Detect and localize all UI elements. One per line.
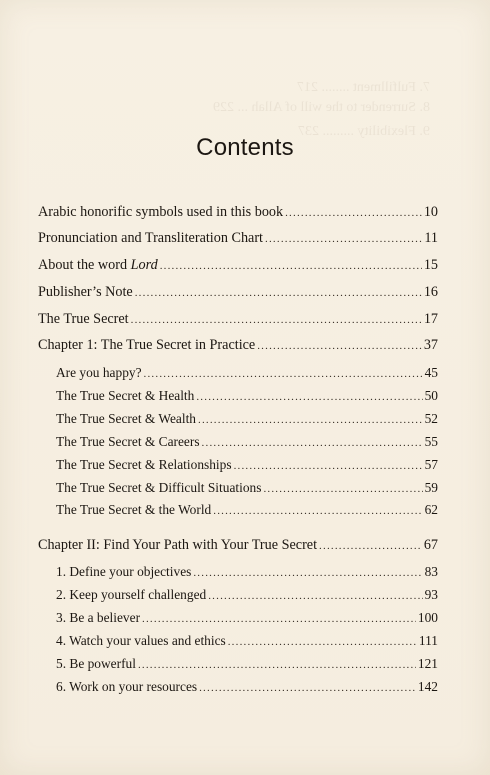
toc-entry-label-italic: Lord: [130, 257, 158, 273]
leader-dots: [131, 312, 422, 328]
toc-entry-page: 37: [423, 337, 438, 353]
leader-dots: [198, 412, 423, 428]
toc-subentry[interactable]: [56, 587, 438, 604]
bleed-through-text: 7. Fulfillment ........ 217: [297, 80, 430, 95]
toc-entry-label: Publisher’s Note: [38, 284, 133, 300]
toc-entry-label-text: About the word: [38, 257, 131, 273]
toc-subentry[interactable]: [56, 502, 438, 519]
leader-dots: [138, 657, 416, 673]
toc-entry-page: 15: [423, 257, 438, 273]
toc-entry[interactable]: [38, 257, 438, 274]
toc-entry-label: Are you happy?: [56, 365, 142, 380]
bleed-through-text: 8. Surrender to the will of Allah ... 229: [213, 100, 430, 115]
toc-entry-label: The True Secret & the World: [56, 502, 212, 517]
toc-entry-label: The True Secret: [38, 311, 129, 327]
toc-entry-page: 59: [424, 480, 438, 495]
leader-dots: [228, 634, 417, 650]
leader-dots: [319, 538, 422, 554]
leader-dots: [135, 285, 422, 301]
toc-entry-label: 3. Be a believer: [56, 610, 141, 625]
toc-subentry[interactable]: [56, 411, 438, 428]
toc-entry-page: 67: [423, 537, 438, 553]
toc-entry-label: Chapter II: Find Your Path with Your True Secret: [38, 537, 318, 553]
page-title: Contents: [196, 134, 294, 161]
toc-chapter[interactable]: [38, 337, 438, 354]
toc-entry-label: 5. Be powerful: [56, 656, 136, 671]
toc-entry-label: The True Secret & Difficult Situations: [56, 480, 262, 495]
toc-entry-page: 52: [424, 411, 438, 426]
toc-entry-page: 62: [424, 502, 438, 517]
toc-subentry[interactable]: [56, 679, 438, 696]
leader-dots: [160, 258, 422, 274]
bleed-through-text: 9. Flexibility ......... 237: [298, 124, 430, 139]
leader-dots: [263, 481, 422, 497]
toc-entry-label: 2. Keep yourself challenged: [56, 587, 207, 602]
toc-entry-page: 100: [417, 610, 438, 625]
toc-entry-page: 10: [423, 204, 438, 220]
toc-entry-label: Pronunciation and Transliteration Chart: [38, 230, 264, 246]
toc-entry-label: The True Secret & Careers: [56, 434, 200, 449]
toc-entry-page: 142: [417, 679, 438, 694]
leader-dots: [208, 588, 422, 604]
toc-subentry[interactable]: [56, 564, 438, 581]
leader-dots: [234, 458, 423, 474]
toc-chapter[interactable]: [38, 537, 438, 554]
toc-entry-label: 4. Watch your values and ethics: [56, 633, 226, 648]
leader-dots: [142, 611, 416, 627]
leader-dots: [257, 338, 422, 354]
toc-entry-label: 1. Define your objectives: [56, 564, 192, 579]
toc-entry-label: Arabic honorific symbols used in this book: [38, 204, 284, 220]
toc-entry-label: 6. Work on your resources: [56, 679, 198, 694]
toc-subentry[interactable]: [56, 656, 438, 673]
toc-entry-page: 57: [424, 457, 438, 472]
leader-dots: [285, 205, 422, 221]
toc-entry-page: 17: [423, 311, 438, 327]
toc-entry[interactable]: [38, 284, 438, 301]
toc-entry-page: 45: [424, 365, 438, 380]
leader-dots: [196, 389, 422, 405]
toc-entry-page: 55: [424, 434, 438, 449]
toc-entry-page: 83: [424, 564, 438, 579]
toc-subentry[interactable]: [56, 434, 438, 451]
toc-entry-page: 111: [418, 633, 438, 648]
toc-entry-page: 93: [424, 587, 438, 602]
toc-subentry[interactable]: [56, 633, 438, 650]
toc-entry-page: 121: [417, 656, 438, 671]
toc-entry-label: The True Secret & Relationships: [56, 457, 232, 472]
toc-entry-page: 11: [424, 230, 438, 246]
leader-dots: [265, 231, 422, 247]
leader-dots: [144, 366, 423, 382]
toc-subentry[interactable]: [56, 610, 438, 627]
toc-entry-label: The True Secret & Health: [56, 388, 195, 403]
leader-dots: [202, 435, 423, 451]
toc-subentry[interactable]: [56, 480, 438, 497]
toc-entry[interactable]: [38, 311, 438, 328]
toc-subentry[interactable]: [56, 365, 438, 382]
toc-entry-label: The True Secret & Wealth: [56, 411, 196, 426]
toc-entry-label: Chapter 1: The True Secret in Practice: [38, 337, 256, 353]
leader-dots: [199, 680, 416, 696]
toc-entry-page: 16: [423, 284, 438, 300]
leader-dots: [213, 503, 422, 519]
toc-entry-page: 50: [424, 388, 438, 403]
leader-dots: [193, 565, 422, 581]
toc-entry[interactable]: [38, 230, 438, 247]
toc-subentry[interactable]: [56, 457, 438, 474]
toc-subentry[interactable]: [56, 388, 438, 405]
toc-entry[interactable]: [38, 204, 438, 221]
toc-entry-label: [38, 257, 160, 273]
